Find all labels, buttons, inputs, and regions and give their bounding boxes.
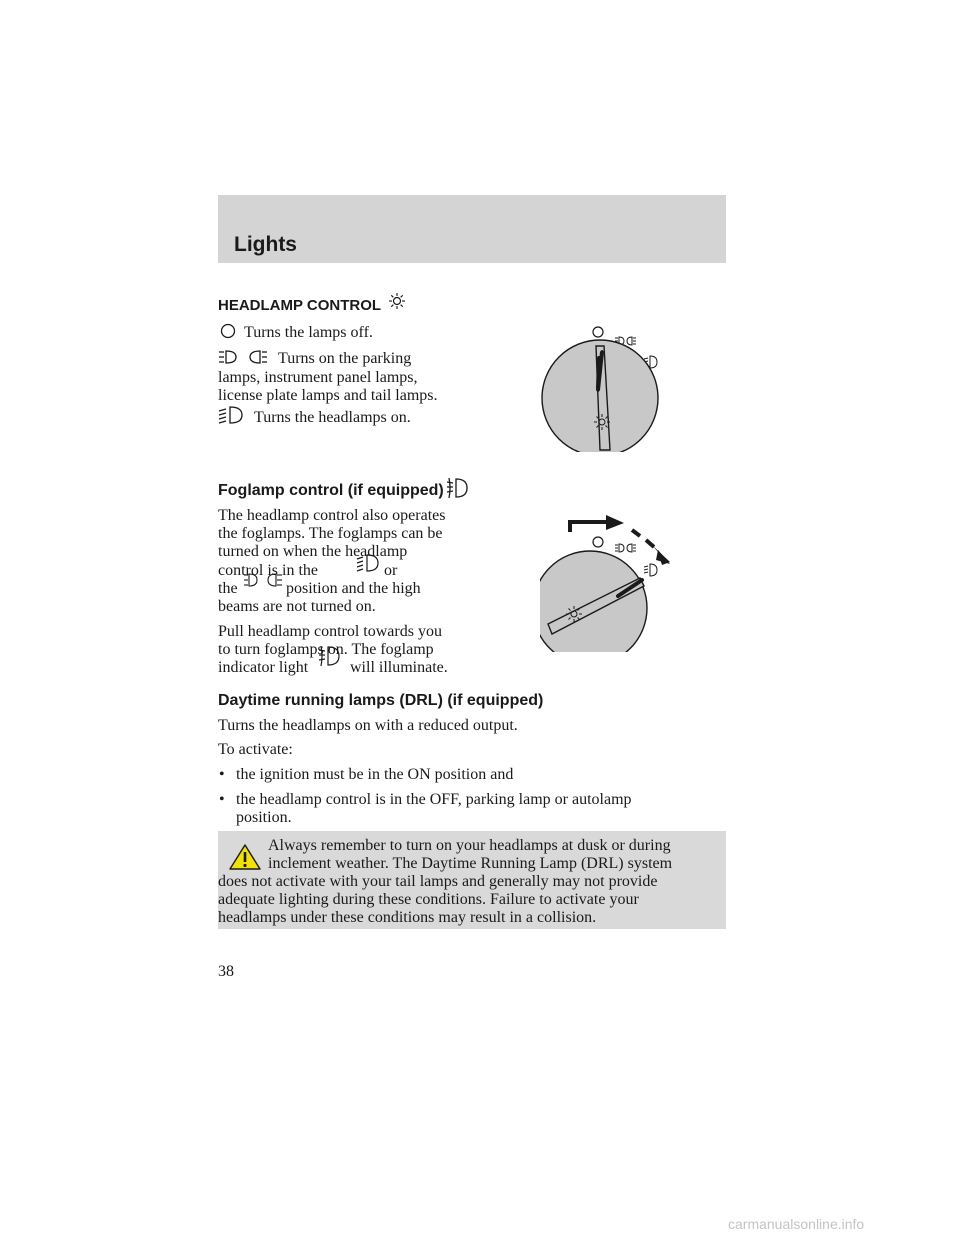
bullet-1-text: the ignition must be in the ON position and bbox=[236, 766, 514, 783]
foglamp-icon bbox=[446, 477, 468, 499]
bullet-2-text-l2: position. bbox=[236, 809, 292, 826]
foglamp-text-l4b: or bbox=[384, 562, 398, 579]
foglamp-text-l1: The headlamp control also operates bbox=[218, 507, 446, 524]
headlamps-description: Turns the headlamps on. bbox=[254, 409, 411, 426]
warning-box bbox=[218, 831, 726, 929]
bullet-1-marker: • bbox=[219, 766, 225, 783]
drl-heading: Daytime running lamps (DRL) (if equipped) bbox=[218, 692, 544, 709]
warning-triangle-icon bbox=[228, 843, 262, 871]
warning-line4: adequate lighting during these conditions. Failure to activate your bbox=[218, 891, 639, 908]
headlamp-dial-diagram bbox=[540, 322, 690, 452]
parking-lamps-icon bbox=[218, 348, 268, 366]
warning-line2: inclement weather. The Daytime Running Lamp (DRL) system bbox=[268, 855, 673, 872]
foglamp-heading: Foglamp control (if equipped) bbox=[218, 482, 444, 499]
foglamp-text2-l3a: indicator light bbox=[218, 659, 309, 676]
foglamp-text2-l1: Pull headlamp control towards you bbox=[218, 623, 442, 640]
headlamp-inline-icon bbox=[356, 553, 380, 573]
foglamp-text-l2: the foglamps. The foglamps can be bbox=[218, 525, 443, 542]
foglamp-text2-l3b: will illuminate. bbox=[350, 659, 448, 676]
warning-line5: headlamps under these conditions may result in a collision. bbox=[218, 909, 597, 926]
bullet-2-marker: • bbox=[219, 791, 225, 808]
footer-watermark: carmanualsonline.info bbox=[728, 1216, 865, 1232]
parking-description-line3: license plate lamps and tail lamps. bbox=[218, 387, 438, 404]
warning-line1: Always remember to turn on your headlamps at dusk or during bbox=[268, 837, 671, 854]
foglamp-text-l5a: the bbox=[218, 580, 238, 597]
drl-text-p2: To activate: bbox=[218, 741, 293, 758]
foglamp-text-l4a: control is in the bbox=[218, 562, 318, 579]
off-description: Turns the lamps off. bbox=[244, 324, 373, 341]
parking-inline-icon bbox=[243, 572, 283, 588]
section-header-band bbox=[218, 195, 726, 263]
page-number: 38 bbox=[218, 963, 234, 980]
parking-description-line2: lamps, instrument panel lamps, bbox=[218, 369, 418, 386]
autolamp-icon bbox=[388, 292, 406, 310]
foglamp-text-l5b: position and the high bbox=[286, 580, 421, 597]
foglamp-dial-diagram bbox=[540, 512, 690, 652]
headlamp-icon bbox=[218, 405, 244, 425]
off-position-icon bbox=[220, 323, 236, 339]
parking-description-line1: Turns on the parking bbox=[278, 350, 412, 367]
warning-line3: does not activate with your tail lamps and generally may not provide bbox=[218, 873, 658, 890]
bullet-2-text-l1: the headlamp control is in the OFF, parking lamp or autolamp bbox=[236, 791, 632, 808]
foglamp-text2-l2: to turn foglamps on. The foglamp bbox=[218, 641, 434, 658]
section-title: Lights bbox=[234, 233, 297, 256]
foglamp-indicator-inline-icon bbox=[318, 645, 340, 667]
foglamp-text-l3: turned on when the headlamp bbox=[218, 543, 408, 560]
foglamp-text-l6: beams are not turned on. bbox=[218, 598, 376, 615]
headlamp-heading: HEADLAMP CONTROL bbox=[218, 297, 382, 314]
drl-text-p1: Turns the headlamps on with a reduced output. bbox=[218, 717, 518, 734]
